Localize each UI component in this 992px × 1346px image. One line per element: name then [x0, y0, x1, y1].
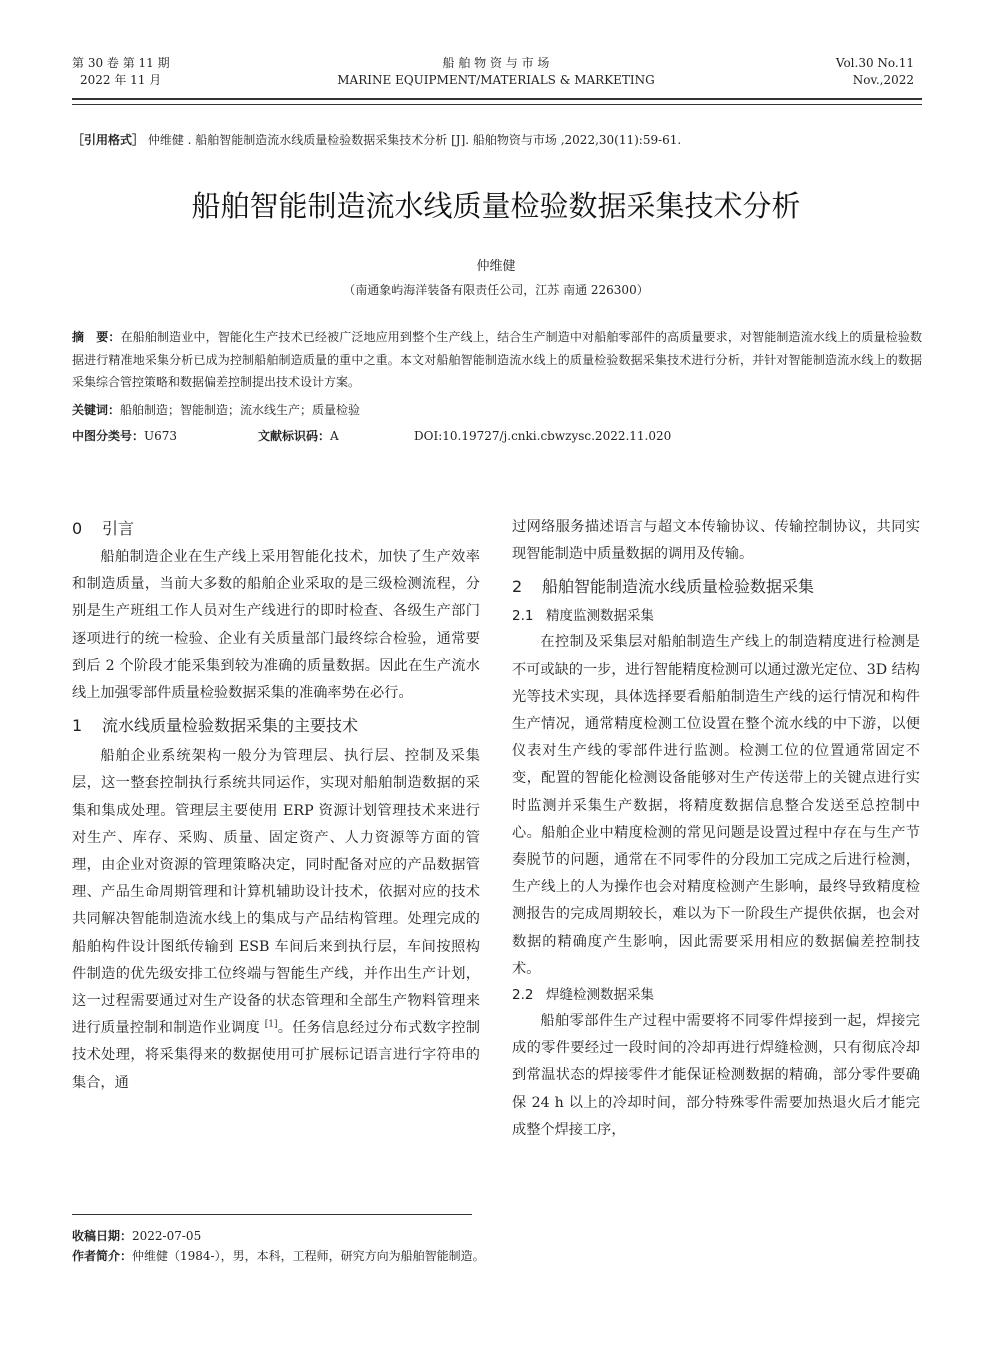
section-title: 引言: [102, 519, 135, 538]
abstract-label: 摘 要：: [72, 330, 121, 344]
author-affiliation: （南通象屿海洋装备有限责任公司，江苏 南通 226300）: [343, 283, 649, 297]
received-value: 2022-07-05: [132, 1229, 202, 1243]
running-header-right: [836, 55, 914, 89]
doi: [414, 426, 671, 446]
author-name: 仲维健: [476, 259, 516, 274]
clc-number: [72, 426, 177, 446]
date-cn: 2022 年 11 月: [80, 73, 162, 87]
doi-label: DOI:: [414, 429, 443, 443]
body-column-left: [72, 514, 480, 1097]
paragraph-text: 船舶企业系统架构一般分为管理层、执行层、控制及采集层，这一整套控制执行系统共同运作，实现对船舶制造数据的采集和集成处理。管理层主要使用 ERP 资源计划管理技术来进行对生产、库存、采购、质量、固定资产、人力资源等方面的管理，由企业对资源的管理策略决定，同时配备对应的产品数据管理、产品生命周期管理和计算机辅助设计技术，依据对应的技术共同解决智能制造流水线上的集成与产品结构管理。处理完成的船舶构件设计图纸传输到 ESB 车间后来到执行层，车间按照构件制造的优先级安排工位终端与智能生产线，并作出生产计划，这一过程需要通过对生产设备的状态管理和全部生产物料管理来进行质量控制和制造作业调度: [72, 748, 480, 1037]
doi-value: 10.19727/j.cnki.cbwzysc.2022.11.020: [442, 429, 672, 443]
journal-name-cn: 船 舶 物 资 与 市 场: [442, 56, 550, 70]
abstract-text: 在船舶制造业中，智能化生产技术已经被广泛地应用到整个生产线上，结合生产制造中对船舶零部件的高质量要求，对智能制造流水线上的质量检验数据进行精准地采集分析已成为控制船舶制造质量的重中之重。本文对船舶智能制造流水线上的质量检验数据采集技术进行分析，并针对智能制造流水线上的数据采集综合管控策略和数据偏差控制提出技术设计方案。: [72, 330, 922, 389]
running-header-center: [296, 55, 696, 89]
section-title: 流水线质量检验数据采集的主要技术: [102, 716, 359, 736]
document-code: [258, 426, 339, 446]
subsection-number: 2.2: [512, 987, 534, 1004]
section-heading: [72, 514, 480, 544]
volume-issue-en: Vol.30 No.11: [835, 56, 914, 70]
keywords-label: 关键词：: [72, 403, 121, 417]
section-number: 0: [72, 519, 83, 538]
received-date: [72, 1226, 922, 1246]
section-number: 2: [512, 577, 523, 597]
paragraph: 船舶制造企业在生产线上采用智能化技术，加快了生产效率和制造质量，当前大多数的船舶企业采取的是三级检测流程，分别是生产班组工作人员对生产线进行的即时检查、各级生产部门逐项进行的统一检验、企业有关质量部门最终综合检验，通常要到后 2 个阶段才能采集到较为准确的质量数据。因此在生产流水线上加强零部件质量检验数据采集的准确率势在必行。: [72, 549, 480, 702]
volume-issue-cn: 第 30 卷 第 11 期: [72, 56, 170, 70]
footnote-rule: [72, 1214, 472, 1215]
citation-text: 仲维健 . 船舶智能制造流水线质量检验数据采集技术分析 [J]. 船舶物资与市场 ,2022,30(11):59-61.: [147, 133, 682, 147]
section-heading: [72, 711, 480, 741]
header-rule-thick: [72, 98, 922, 100]
author-bio: [72, 1246, 922, 1266]
subsection-heading: [512, 604, 920, 629]
header-rule-thin: [72, 104, 922, 105]
clc-value: U673: [144, 429, 178, 443]
paragraph-continued: 过网络服务描述语言与超文本传输协议、传输控制协议，共同实现智能制造中质量数据的调用及传输。: [512, 519, 920, 563]
citation-reference: [1]: [264, 1019, 278, 1030]
section-title: 船舶智能制造流水线质量检验数据采集: [542, 577, 815, 597]
paragraph: 船舶零部件生产过程中需要将不同零件焊接到一起，焊接完成的零件要经过一段时间的冷却再进行焊缝检测，只有彻底冷却到常温状态的焊接零件才能保证检测数据的精确，部分零件要确保 24 h 以上的冷却时间，部分特殊零件需要加热退火后才能完成整个焊接工序，: [512, 1013, 920, 1138]
doc-code-label: 文献标识码：: [258, 429, 331, 443]
running-header-left: [72, 55, 170, 89]
section-number: 1: [72, 716, 83, 736]
bio-label: 作者简介：: [72, 1249, 133, 1263]
received-label: 收稿日期：: [72, 1229, 133, 1243]
subsection-number: 2.1: [512, 608, 534, 625]
section-heading: [512, 572, 920, 602]
paragraph: [72, 743, 480, 1097]
footnote: [72, 1226, 922, 1266]
citation-format: [72, 131, 932, 149]
paragraph: 在控制及采集层对船舶制造生产线上的制造精度进行检测是不可或缺的一步，进行智能精度检测可以通过激光定位、3D 结构光等技术实现，具体选择要看船舶制造生产线的运行情况和构件生产情况，通常精度检测工位设置在整个流水线的中下游，以便仪表对生产线的零部件进行监测。检测工位的位置通常固定不变，配置的智能化检测设备能够对生产传送带上的关键点进行实时监测并采集生产数据，将精度数据信息整合发送至总控制中心。船舶企业中精度检测的常见问题是设置过程中存在与生产节奏脱节的问题，通常在不同零件的分段加工完成之后进行检测，生产线上的人为操作也会对精度检测产生影响，最终导致精度检测报告的完成周期较长，难以为下一阶段生产提供依据，也会对数据的精确度产生影响，因此需要采用相应的数据偏差控制技术。: [512, 634, 920, 977]
abstract: [72, 326, 922, 394]
keywords: [72, 400, 922, 420]
citation-label: ［引用格式］: [72, 133, 145, 147]
journal-name-en: MARINE EQUIPMENT/MATERIALS & MARKETING: [337, 73, 655, 87]
doc-code-value: A: [330, 429, 339, 443]
date-en: Nov.,2022: [852, 73, 914, 87]
bio-text: 仲维健（1984-），男，本科，工程师，研究方向为船舶智能制造。: [132, 1249, 485, 1263]
subsection-title: 焊缝检测数据采集: [546, 987, 654, 1004]
paper-title: 船舶智能制造流水线质量检验数据采集技术分析: [191, 189, 801, 223]
body-column-right: [512, 514, 920, 1144]
clc-label: 中图分类号：: [72, 429, 145, 443]
keywords-text: 船舶制造；智能制造；流水线生产；质量检验: [120, 403, 361, 417]
subsection-title: 精度监测数据采集: [546, 608, 654, 625]
classification-line: [72, 426, 922, 446]
paragraph-text: 。任务信息经过分布式数字控制技术处理，将采集得来的数据使用可扩展标记语言进行字符串的集合，通: [72, 1020, 480, 1091]
subsection-heading: [512, 983, 920, 1008]
